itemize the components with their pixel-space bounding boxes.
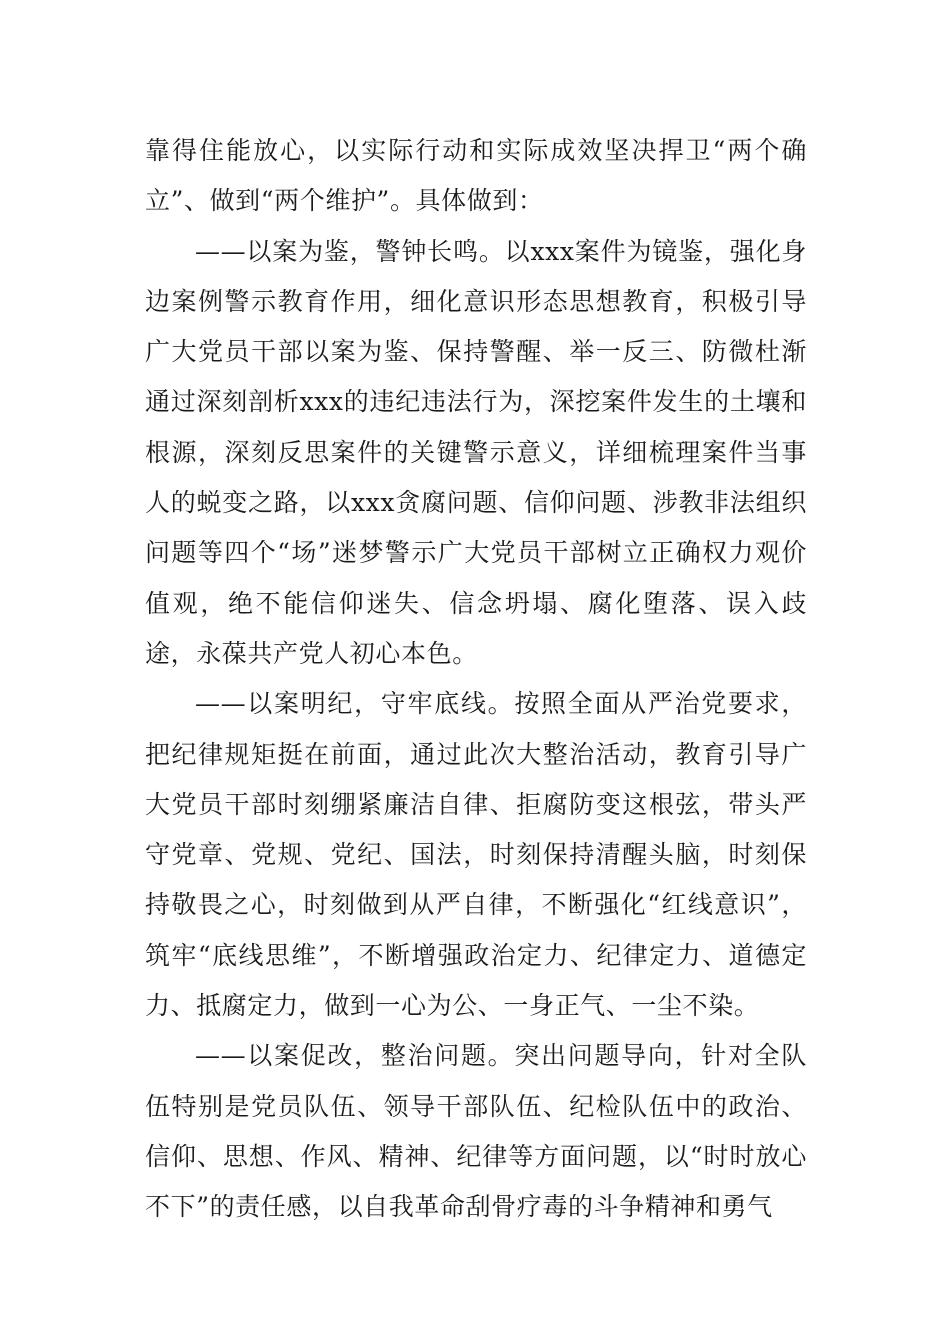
document-body bbox=[145, 126, 807, 1233]
paragraph-case-reform: ——以案促改，整治问题。突出问题导向，针对全队伍特别是党员队伍、领导干部队伍、纪检队伍中的政治、信仰、思想、作风、精神、纪律等方面问题，以“时时放心不下”的责任感，以自我革命刮骨疗毒的斗争精神和勇气 bbox=[145, 1041, 807, 1222]
paragraph-case-mirror: ——以案为鉴，警钟长鸣。以xxx案件为镜鉴，强化身边案例警示教育作用，细化意识形态思想教育，积极引导广大党员干部以案为鉴、保持警醒、举一反三、防微杜渐通过深刻剖析xxx的违纪违法行为，深挖案件发生的土壤和根源，深刻反思案件的关键警示意义，详细梳理案件当事人的蜕变之路，以xxx贪腐问题、信仰问题、涉教非法组织问题等四个“场”迷梦警示广大党员干部树立正确权力观价值观，绝不能信仰迷失、信念坍塌、腐化堕落、误入歧途，永葆共产党人初心本色。 bbox=[145, 236, 807, 668]
paragraph-case-discipline: ——以案明纪，守牢底线。按照全面从严治党要求，把纪律规矩挺在前面，通过此次大整治活动，教育引导广大党员干部时刻绷紧廉洁自律、拒腐防变这根弦，带头严守党章、党规、党纪、国法，时刻保持清醒头脑，时刻保持敬畏之心，时刻做到从严自律，不断强化“红线意识”，筑牢“底线思维”，不断增强政治定力、纪律定力、道德定力、抵腐定力，做到一心为公、一身正气、一尘不染。 bbox=[145, 689, 807, 1021]
paragraph-continuation: 靠得住能放心，以实际行动和实际成效坚决捍卫“两个确立”、做到“两个维护”。具体做到： bbox=[145, 136, 807, 216]
